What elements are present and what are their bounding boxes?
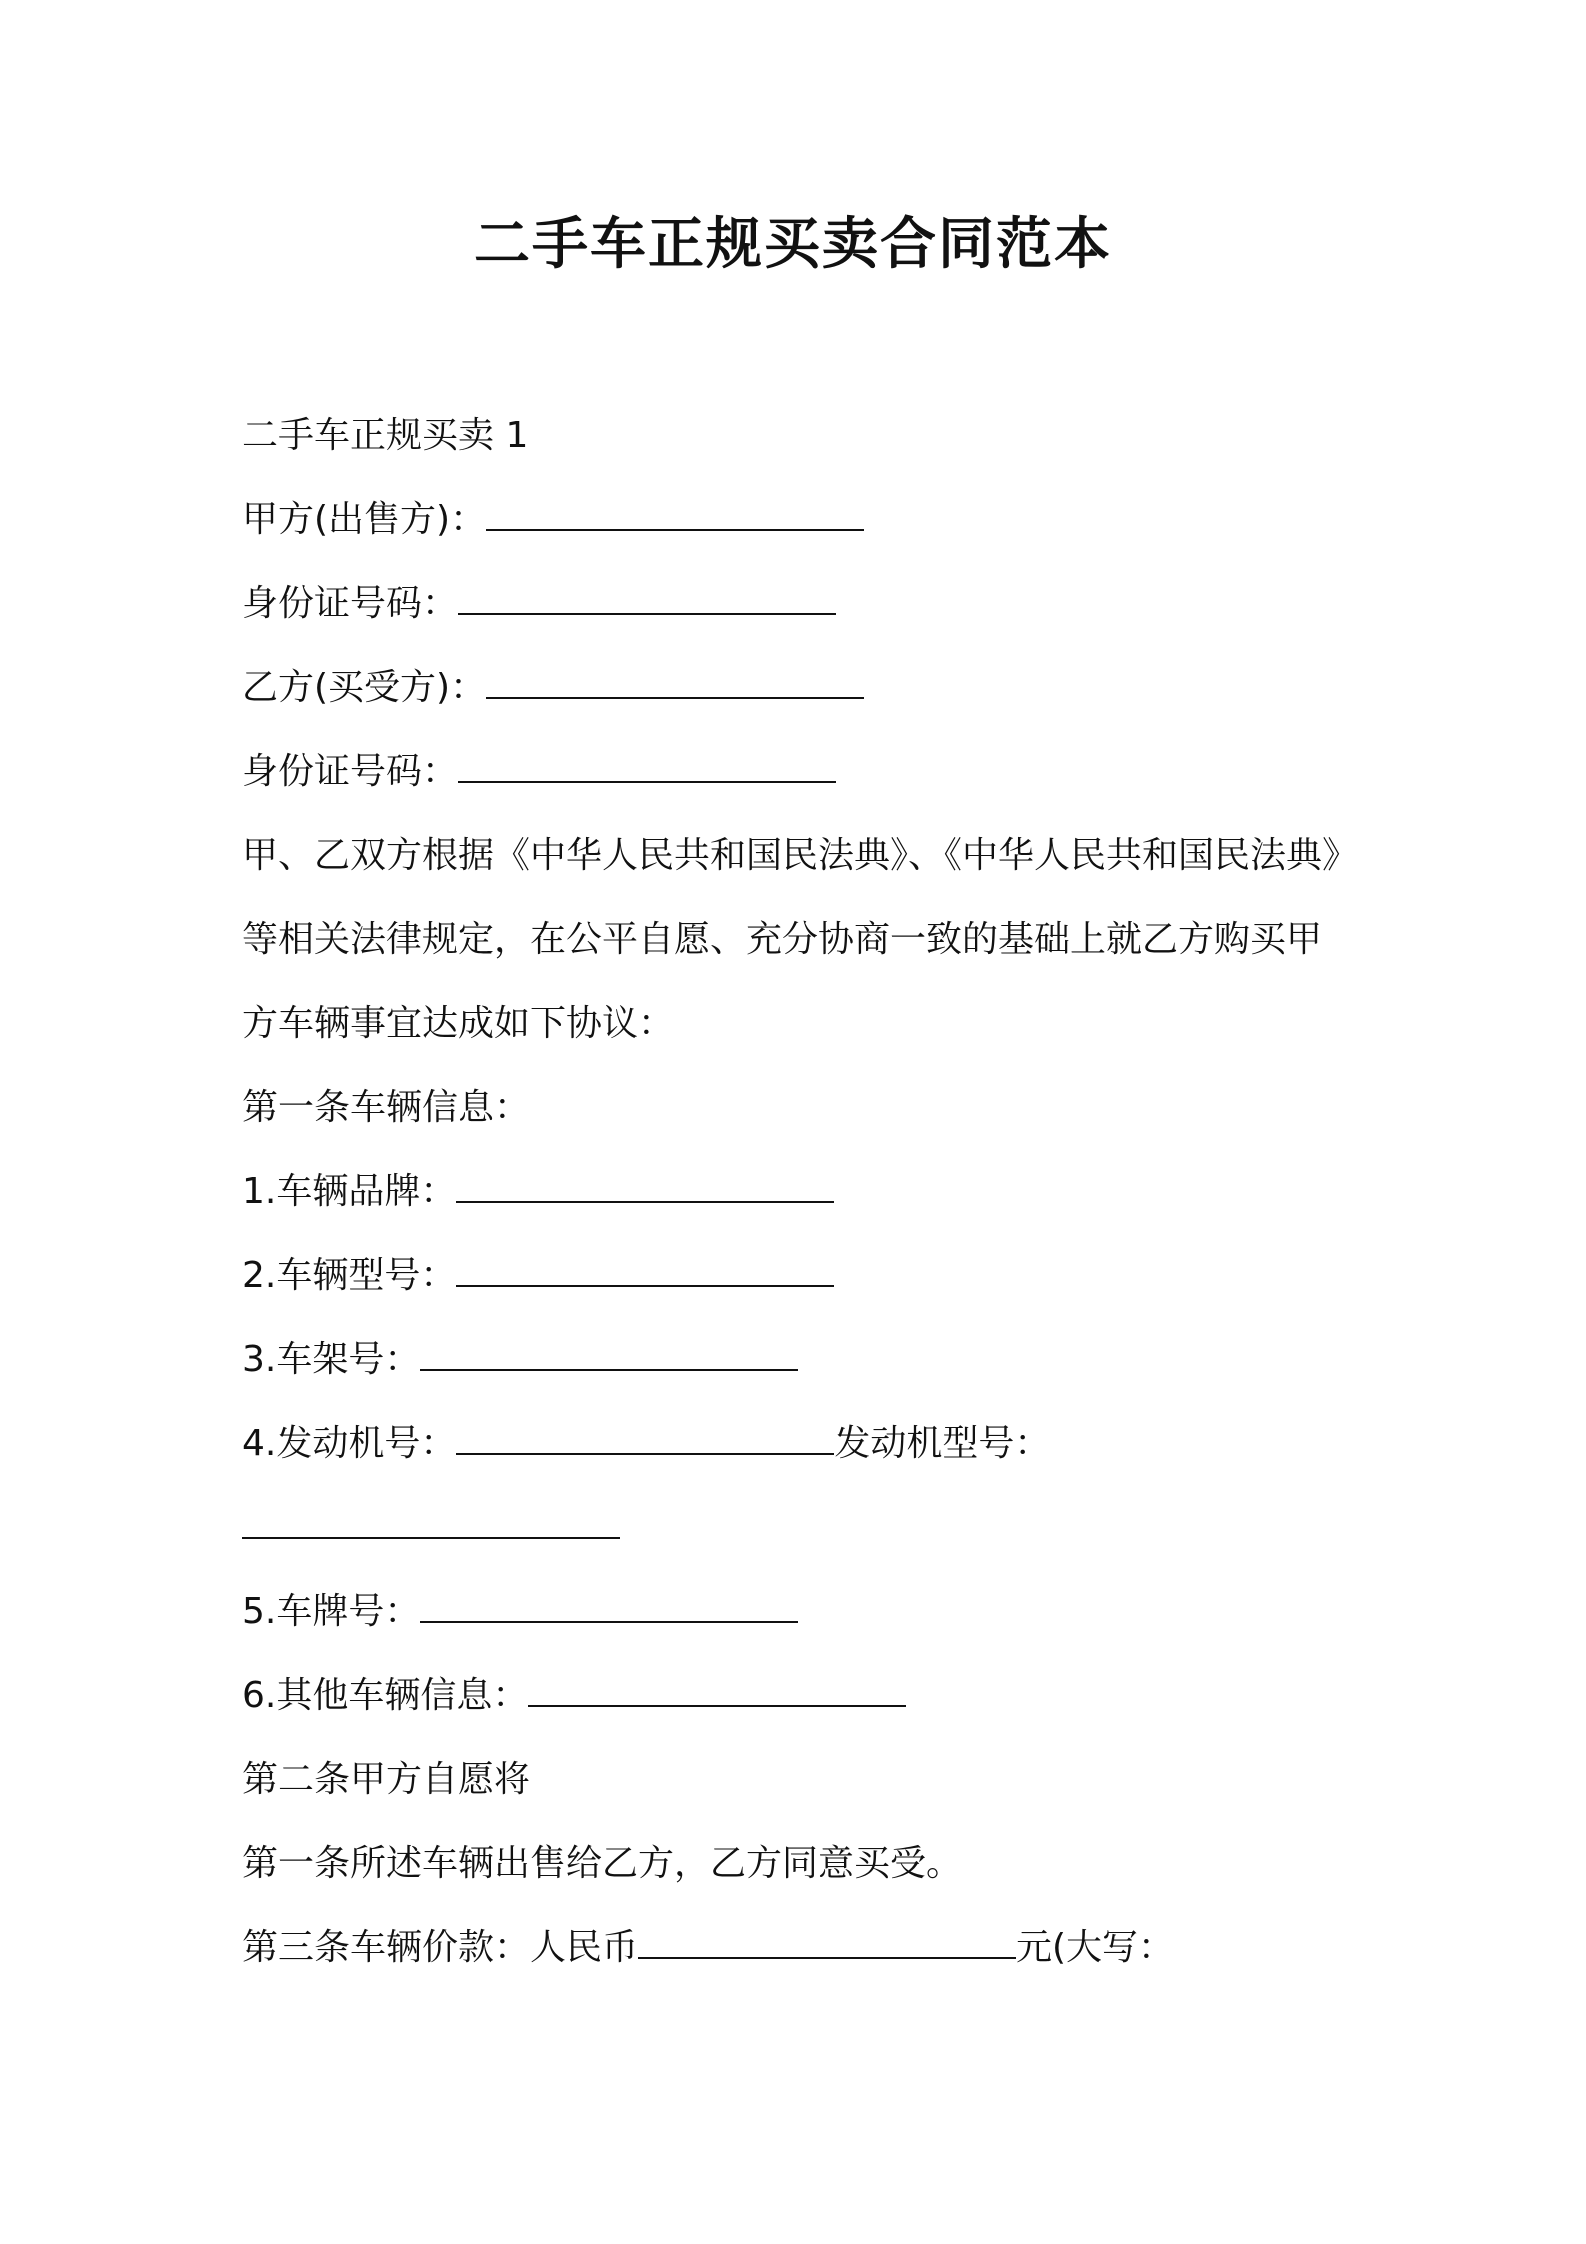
party-a-id-field bbox=[242, 578, 836, 630]
fill-blank bbox=[420, 1589, 798, 1623]
vehicle-brand-field bbox=[242, 1166, 834, 1218]
fill-blank bbox=[486, 665, 864, 699]
paragraph-line bbox=[242, 830, 1358, 882]
article-heading bbox=[242, 1754, 530, 1806]
line-text: 甲、乙双方根据《中华人民共和国民法典》、《中华人民共和国民法典》 bbox=[242, 835, 1359, 876]
plate-number-field bbox=[242, 1586, 798, 1638]
paragraph-line bbox=[242, 914, 1322, 966]
line-text: 方车辆事宜达成如下协议： bbox=[242, 1003, 675, 1044]
fill-blank bbox=[486, 497, 864, 531]
section-heading bbox=[242, 410, 528, 462]
field-label: 身份证号码： bbox=[242, 583, 459, 624]
field-label: 4.发动机号： bbox=[242, 1423, 457, 1464]
line-text: 第二条甲方自愿将 bbox=[242, 1759, 531, 1800]
field-label: 3.车架号： bbox=[242, 1339, 421, 1380]
field-label: 元(大写： bbox=[1016, 1927, 1175, 1968]
fill-blank bbox=[458, 749, 836, 783]
line-text: 第一条所述车辆出售给乙方，乙方同意买受。 bbox=[242, 1843, 963, 1884]
document-title: 二手车正规买卖合同范本 bbox=[474, 212, 1112, 277]
fill-blank bbox=[242, 1505, 620, 1539]
vehicle-model-field bbox=[242, 1250, 834, 1302]
fill-blank bbox=[528, 1673, 906, 1707]
field-label: 2.车辆型号： bbox=[242, 1255, 457, 1296]
field-label: 第三条车辆价款：人民币 bbox=[242, 1927, 639, 1968]
paragraph-line bbox=[242, 998, 674, 1050]
price-field bbox=[242, 1922, 1174, 1974]
fill-blank bbox=[458, 581, 836, 615]
line-text: 二手车正规买卖 1 bbox=[242, 415, 529, 456]
field-label: 发动机型号： bbox=[834, 1423, 1051, 1464]
field-label: 5.车牌号： bbox=[242, 1591, 421, 1632]
field-label: 1.车辆品牌： bbox=[242, 1171, 457, 1212]
fill-blank bbox=[456, 1421, 834, 1455]
fill-blank bbox=[456, 1169, 834, 1203]
field-label: 甲方(出售方)： bbox=[242, 499, 487, 540]
fill-blank bbox=[456, 1253, 834, 1287]
other-info-field bbox=[242, 1670, 906, 1722]
engine-model-blank-line bbox=[242, 1502, 620, 1554]
field-label: 身份证号码： bbox=[242, 751, 459, 792]
party-a-field bbox=[242, 494, 864, 546]
vin-field bbox=[242, 1334, 798, 1386]
fill-blank bbox=[638, 1925, 1016, 1959]
party-b-id-field bbox=[242, 746, 836, 798]
fill-blank bbox=[420, 1337, 798, 1371]
field-label: 乙方(买受方)： bbox=[242, 667, 487, 708]
engine-number-field bbox=[242, 1418, 1050, 1470]
paragraph-line bbox=[242, 1838, 962, 1890]
line-text: 等相关法律规定，在公平自愿、充分协商一致的基础上就乙方购买甲 bbox=[242, 919, 1323, 960]
party-b-field bbox=[242, 662, 864, 714]
line-text: 第一条车辆信息： bbox=[242, 1087, 531, 1128]
field-label: 6.其他车辆信息： bbox=[242, 1675, 529, 1716]
article-heading bbox=[242, 1082, 530, 1134]
